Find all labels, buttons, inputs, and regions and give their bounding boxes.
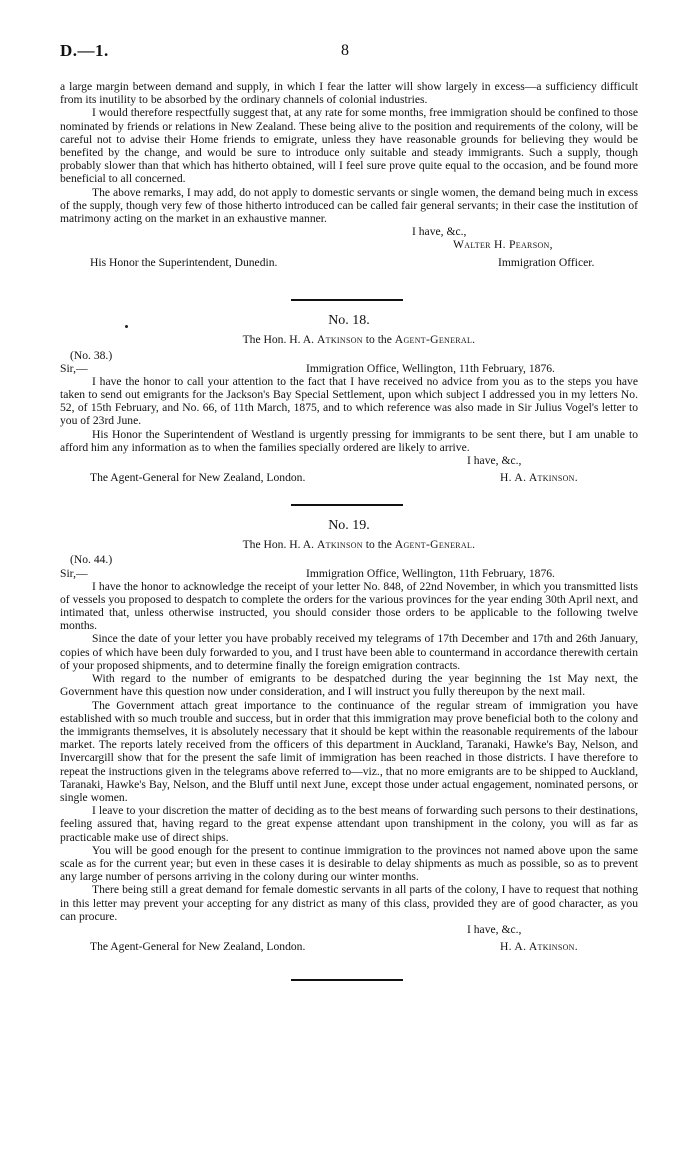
memo-number: (No. 44.) <box>70 553 113 567</box>
letter-number: No. 19. <box>328 518 370 534</box>
paragraph: You will be good enough for the present to continue immigration to the provinces not named above upon the same scale as for the current year; but even in these cases it is desirable to delay shipments as much as possible, so as to prevent any large number of persons arriving in the colony during our winter months. <box>60 843 638 884</box>
signatory-title: Immigration Officer. <box>498 256 595 270</box>
place-date: Immigration Office, Wellington, 11th February, 1876. <box>306 566 555 580</box>
salutation: Sir,— <box>60 361 88 375</box>
signature-block <box>60 923 638 953</box>
paragraph: a large margin between demand and supply, in which I fear the latter will show largely in excess—a sufficiency difficult from its inutility to be absorbed by the ordinary channels of colonial industries. <box>60 80 638 107</box>
heading-sender: Atkinson <box>317 538 363 552</box>
letter-heading <box>60 333 638 346</box>
heading-prefix: The Hon. H. A. <box>242 333 315 347</box>
paragraph: I leave to your discretion the matter of deciding as to the best means of forwarding such persons to their destinations, feeling assured that, having regard to the great expense attendant upon transhipment in the colony, you will as far as practicable make use of direct ships. <box>60 804 638 844</box>
salutation-line <box>60 362 638 375</box>
page-header <box>60 41 638 66</box>
memo-number: (No. 38.) <box>70 348 113 362</box>
letter-heading <box>60 538 638 551</box>
closing: I have, &c., <box>467 922 522 936</box>
addressee: His Honor the Superintendent, Dunedin. <box>90 256 278 270</box>
addressee: The Agent-General for New Zealand, London. <box>90 471 306 485</box>
letter-no-18 <box>60 314 638 484</box>
signatory: Walter H. Pearson, <box>453 238 553 252</box>
paragraph: Since the date of your letter you have probably received my telegrams of 17th December and 17th and 26th January, copies of which have been duly forwarded to you, and I trust have been able to countermand in accordance therewith certain of your proposed shipments, and to determine finally the foreign emigration contracts. <box>60 632 638 672</box>
salutation-line <box>60 567 638 580</box>
heading-prefix: The Hon. H. A. <box>242 538 315 552</box>
letter-no-19 <box>60 519 638 953</box>
signature-block <box>60 454 638 484</box>
section-divider <box>291 299 403 301</box>
paragraph: I have the honor to acknowledge the receipt of your letter No. 848, of 22nd November, in which you transmitted lists of vessels you proposed to despatch to complete the orders for the various provinces for the year ending 30th April next, and intimated that, unless otherwise instructed, you should consider those orders to be applicable to the following twelve months. <box>60 579 638 633</box>
signatory: H. A. Atkinson. <box>500 939 578 953</box>
paragraph: The above remarks, I may add, do not apply to domestic servants or single women, the demand being much in excess of the supply, though very few of those hitherto introduced can be called fair general servants; in their case the institution of matrimony acting on the market in an exhaustive manner. <box>60 185 638 226</box>
paragraph: There being still a great demand for female domestic servants in all parts of the colony, I have to request that nothing in this letter may prevent your accepting for any district as many of this class, provided they are of good character, as you can procure. <box>60 883 638 923</box>
addressee: The Agent-General for New Zealand, London. <box>90 939 306 953</box>
page-number: 8 <box>341 42 349 59</box>
heading-mid: to the <box>365 538 392 552</box>
letter-number: No. 18. <box>328 313 370 329</box>
section-divider <box>291 979 403 981</box>
paragraph: I have the honor to call your attention to the fact that I have received no advice from you as to the steps you have taken to send out emigrants for the Jackson's Bay Special Settlement, upon which subject I addressed you in my letters No. 52, of 15th February, and No. 66, of 11th March, 1875, and to which reference was also made in Sir Julius Vogel's letter to you of 23rd June. <box>60 374 638 428</box>
place-date: Immigration Office, Wellington, 11th February, 1876. <box>306 361 555 375</box>
closing: I have, &c., <box>412 225 467 239</box>
paragraph: I would therefore respectfully suggest that, at any rate for some months, free immigration should be confined to those nominated by friends or relations in New Zealand. These being alive to the position and requirements of the colony, will be careful not to advise their Home friends to emigrate, unless they have reasonable grounds for believing they would be benefited by the change, and would be sure to introduce only suitable and steady immigrants. Such a supply, though probably slower than that which has hitherto obtained, will I feel sure prove quite equal to the occasion, and be found more beneficial to all concerned. <box>60 106 638 186</box>
salutation: Sir,— <box>60 566 88 580</box>
heading-recipient: Agent-General. <box>394 333 476 347</box>
signatory: H. A. Atkinson. <box>500 471 578 485</box>
paragraph: The Government attach great importance to the continuance of the regular stream of immigration you have established with so much trouble and success, but in order that this immigration may prove beneficial both to the colony and the immigrants themselves, it is absolutely necessary that it should be kept within the reasonable requirements of the labour market. The reports lately received from the officers of this department in Auckland, Taranaki, Hawke's Bay, Nelson, and Invercargill show that for the present the safe limit of immigration has been reached in those districts. I have therefore to repeat the instructions given in the telegrams above referred to—viz., that no more emigrants are to be shipped to Auckland, Taranaki, Hawke's Bay, Nelson, and the Bluff until next June, except those under actual engagement, nominated persons, or single women. <box>60 698 638 804</box>
document-page <box>60 41 638 981</box>
heading-mid: to the <box>365 333 392 347</box>
previous-letter-conclusion <box>60 80 638 279</box>
section-divider <box>291 504 403 506</box>
heading-recipient: Agent-General. <box>394 538 476 552</box>
heading-sender: Atkinson <box>317 333 363 347</box>
paragraph: With regard to the number of emigrants to be despatched during the year beginning the 1st May next, the Government have this question now under consideration, and I will instruct you fully thereupon by the next mail. <box>60 672 638 699</box>
signature-block <box>60 225 638 279</box>
paragraph: His Honor the Superintendent of Westland is urgently pressing for immigrants to be sent there, but I am unable to afford him any information as to when the families specially ordered are likely to arrive. <box>60 427 638 454</box>
document-reference: D.—1. <box>60 41 109 60</box>
closing: I have, &c., <box>467 454 522 468</box>
